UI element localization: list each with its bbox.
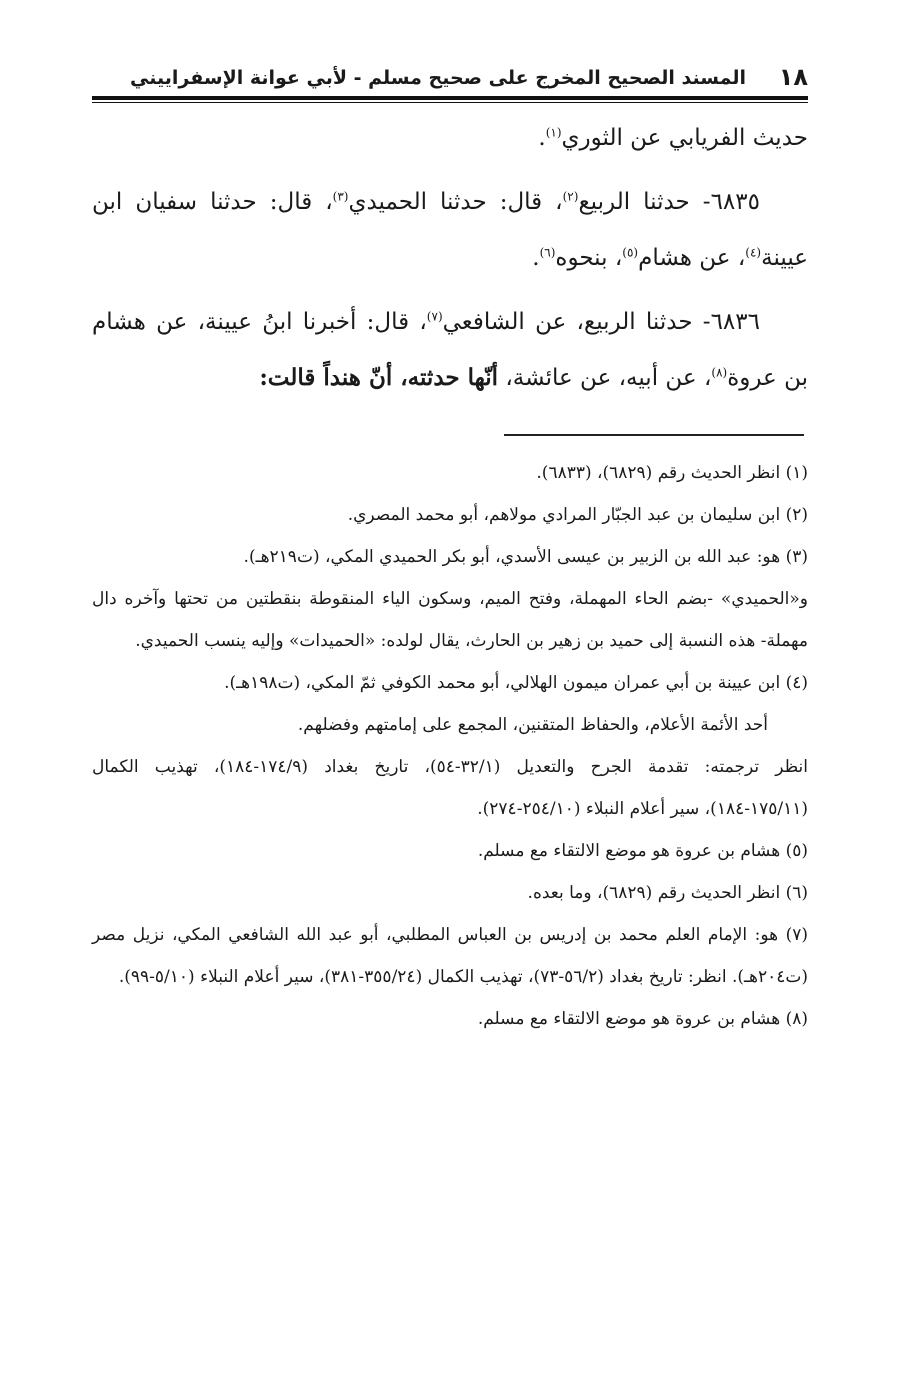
footnote-4-references: انظر ترجمته: تقدمة الجرح والتعديل (٣٢/١-٥٤)، تاريخ بغداد (١٧٤/٩-١٨٤)، تهذيب الكمال (١٧٥/١١-١٨٤)، سير أعلام النبلاء (٢٥٤/١٠-٢٧٤). (92, 757, 808, 819)
hadith-6836-part-c: ، عن أبيه، عن عائشة، (498, 365, 712, 391)
footnote-ref-8: (٨) (711, 365, 728, 380)
header-rule (92, 96, 808, 100)
paragraph-1-text: حديث الفريابي عن الثوري (561, 125, 808, 151)
footnote-ref-5: (٥) (622, 245, 639, 260)
footnote-5: (٥) هشام بن عروة هو موضع الالتقاء مع مسلم. (477, 841, 808, 861)
footnotes (92, 452, 808, 1040)
hadith-6836-part-b: ، قال: أخبرنا ابنُ عيينة، عن هشام بن عروة (92, 309, 808, 391)
hadith-6835-part-b: ، قال: حدثنا الحميدي (348, 189, 563, 215)
footnote-6: (٦) انظر الحديث رقم (٦٨٢٩)، وما بعده. (527, 883, 808, 903)
footnote-4-continuation: أحد الأئمة الأعلام، والحفاظ المتقنين، المجمع على إمامتهم وفضلهم. (297, 715, 768, 735)
book-title: المسند الصحيح المخرج على صحيح مسلم - لأبي عوانة الإسفراييني (130, 67, 746, 89)
footnote-4: (٤) ابن عيينة بن أبي عمران ميمون الهلالي، أبو محمد الكوفي ثمّ المكي، (ت١٩٨هـ). (224, 673, 808, 693)
paragraph-1-end: . (538, 125, 546, 151)
footnote-7: (٧) هو: الإمام العلم محمد بن إدريس بن العباس المطلبي، أبو عبد الله الشافعي المكي، نزيل مصر (ت٢٠٤هـ). انظر: تاريخ بغداد (٥٦/٢-٧٣)، تهذيب الكمال (٣٥٥/٢٤-٣٨١)، سير أعلام النبلاء (٥/١٠-٩٩). (92, 925, 808, 987)
footnote-ref-1: (١) (545, 125, 562, 140)
footnote-separator (504, 434, 804, 436)
footnote-3-continuation: و«الحميدي» -بضم الحاء المهملة، وفتح الميم، وسكون الياء المنقوطة بنقطتين من تحتها وآخره دال مهملة- هذه النسبة إلى حميد بن زهير بن الحارث، يقال لولده: «الحميدات» وإليه ينسب الحميدي. (92, 589, 808, 651)
hadith-6835-part-a: ٦٨٣٥- حدثنا الربيع (578, 189, 760, 215)
page-number: ١٨ (778, 63, 808, 91)
footnote-3: (٣) هو: عبد الله بن الزبير بن عيسى الأسدي، أبو بكر الحميدي المكي، (ت٢١٩هـ). (243, 547, 808, 567)
running-header (92, 62, 808, 96)
footnote-ref-4: (٤) (745, 245, 762, 260)
hadith-6835-part-e: ، بنحوه (555, 245, 623, 271)
hadith-6836 (92, 294, 808, 406)
footnote-ref-7: (٧) (426, 309, 443, 324)
paragraph-1 (92, 110, 808, 166)
footnote-8: (٨) هشام بن عروة هو موضع الالتقاء مع مسلم. (477, 1009, 808, 1029)
hadith-6835-end: . (532, 245, 540, 271)
footnote-ref-2: (٢) (562, 189, 579, 204)
hadith-6835-part-d: ، عن هشام (638, 245, 746, 271)
hadith-6835-part-c: ، قال: حدثنا سفيان ابن عيينة (92, 189, 808, 271)
footnote-ref-6: (٦) (539, 245, 556, 260)
hadith-6836-matn: أنّها حدثته، أنّ هنداً قالت: (259, 364, 499, 391)
footnote-ref-3: (٣) (332, 189, 349, 204)
hadith-6836-part-a: ٦٨٣٦- حدثنا الربيع، عن الشافعي (442, 309, 760, 335)
footnote-1: (١) انظر الحديث رقم (٦٨٢٩)، (٦٨٣٣). (536, 463, 808, 483)
main-text (92, 110, 808, 414)
footnote-2: (٢) ابن سليمان بن عبد الجبّار المرادي مولاهم، أبو محمد المصري. (347, 505, 808, 525)
header-rule-thin (92, 102, 808, 103)
hadith-6835 (92, 174, 808, 286)
